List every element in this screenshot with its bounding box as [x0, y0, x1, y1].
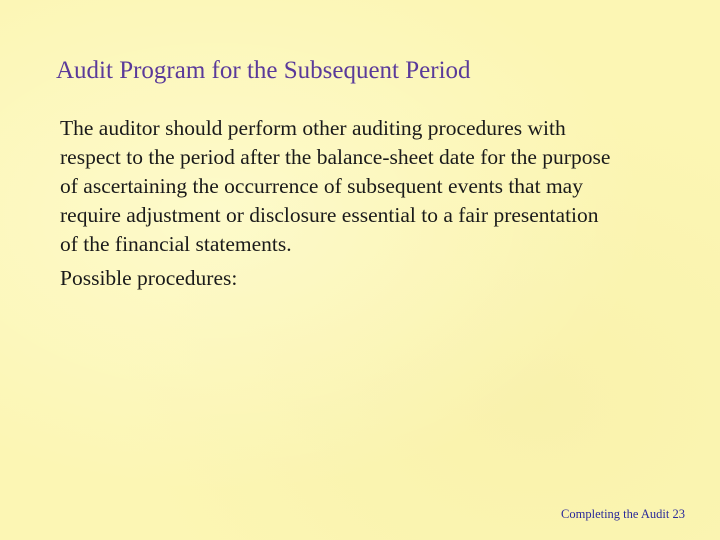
slide-body [60, 114, 700, 293]
paragraph-line: of the financial statements. [60, 232, 292, 256]
paragraph-line: require adjustment or disclosure essential to a fair presentation [60, 203, 599, 227]
slide-footer: Completing the Audit 23 [561, 507, 685, 521]
possible-procedures-label: Possible procedures: [60, 266, 238, 290]
slide-title: Audit Program for the Subsequent Period [56, 57, 471, 84]
paragraph-line: of ascertaining the occurrence of subsequent events that may [60, 174, 583, 198]
paragraph-line: The auditor should perform other auditing procedures with [60, 116, 566, 140]
paragraph-line: respect to the period after the balance-sheet date for the purpose [60, 145, 611, 169]
body-paragraph [60, 114, 700, 259]
